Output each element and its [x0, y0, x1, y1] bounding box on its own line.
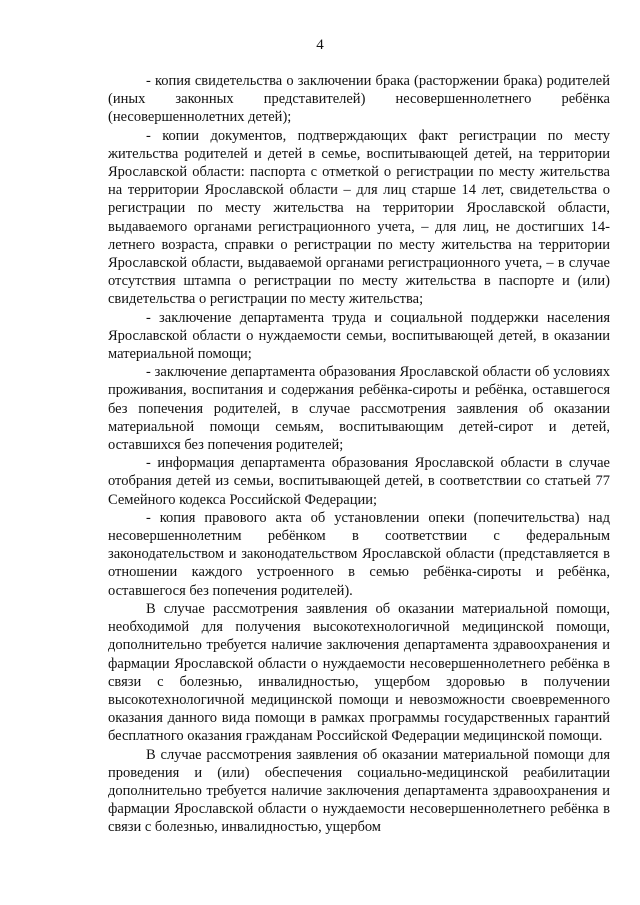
paragraph-registration-documents: - копии документов, подтверждающих факт регистрации по месту жительства родителей и детей в семье, воспитывающей детей, на территории Ярославской области: паспорта с отметкой о регистрации по месту жительства на территории Ярославской области – для лиц старше 14 лет, свидетельства о регистрации по месту жительства на территории Ярославской области, выдаваемого органами регистрационного учета, – для лиц, не достигших 14-летнего возраста, справки о регистрации по месту жительства на территории Ярославской области, выдаваемой органами регистрационного учета, – в случае отсутствия штампа о регистрации по месту жительства в паспорте и (или) свидетельства о регистрации по месту жительства;	[108, 127, 610, 308]
page-number: 4	[316, 37, 324, 53]
paragraph-high-tech-medical-care: В случае рассмотрения заявления об оказании материальной помощи, необходимой для получения высокотехнологичной медицинской помощи, дополнительно требуется наличие заключения департамента здравоохранения и фармации Ярославской области о нуждаемости несовершеннолетнего ребёнка в связи с болезнью, инвалидностью, ущербом здоровью в получении высокотехнологичной медицинской помощи и невозможности своевременного оказания данного вида помощи в рамках программы государственных гарантий бесплатного оказания гражданам Российской Федерации медицинской помощи.	[108, 600, 610, 745]
document-body	[108, 72, 610, 837]
paragraph-labor-department-conclusion: - заключение департамента труда и социальной поддержки населения Ярославской области о нуждаемости семьи, воспитывающей детей, в оказании материальной помощи;	[108, 309, 610, 363]
paragraph-marriage-certificate: - копия свидетельства о заключении брака (расторжении брака) родителей (иных законных представителей) несовершеннолетнего ребёнка (несовершеннолетних детей);	[108, 73, 610, 126]
paragraph-education-department-conclusion: - заключение департамента образования Ярославской области об условиях проживания, воспитания и содержания ребёнка-сироты и ребёнка, оставшегося без попечения родителей, в случае рассмотрения заявления об оказании материальной помощи семьям, воспитывающим детей-сирот и детей, оставшихся без попечения родителей;	[108, 364, 610, 454]
paragraph-social-medical-rehabilitation: В случае рассмотрения заявления об оказании материальной помощи для проведения и (или) обеспечения социально-медицинской реабилитации дополнительно требуется наличие заключения департамента здравоохранения и фармации Ярославской области о нуждаемости несовершеннолетнего ребёнка в связи с болезнью, инвалидностью, ущербом	[108, 746, 610, 836]
paragraph-education-department-information: - информация департамента образования Ярославской области в случае отобрания детей из семьи, воспитывающей детей, в соответствии со статьей 77 Семейного кодекса Российской Федерации;	[108, 455, 610, 508]
paragraph-guardianship-act: - копия правового акта об установлении опеки (попечительства) над несовершеннолетним ребёнком в соответствии с федеральным законодательством и законодательством Ярославской области (представляется в отношении каждого устроенного в семью ребёнка-сироты и ребёнка, оставшегося без попечения родителей).	[108, 509, 610, 599]
